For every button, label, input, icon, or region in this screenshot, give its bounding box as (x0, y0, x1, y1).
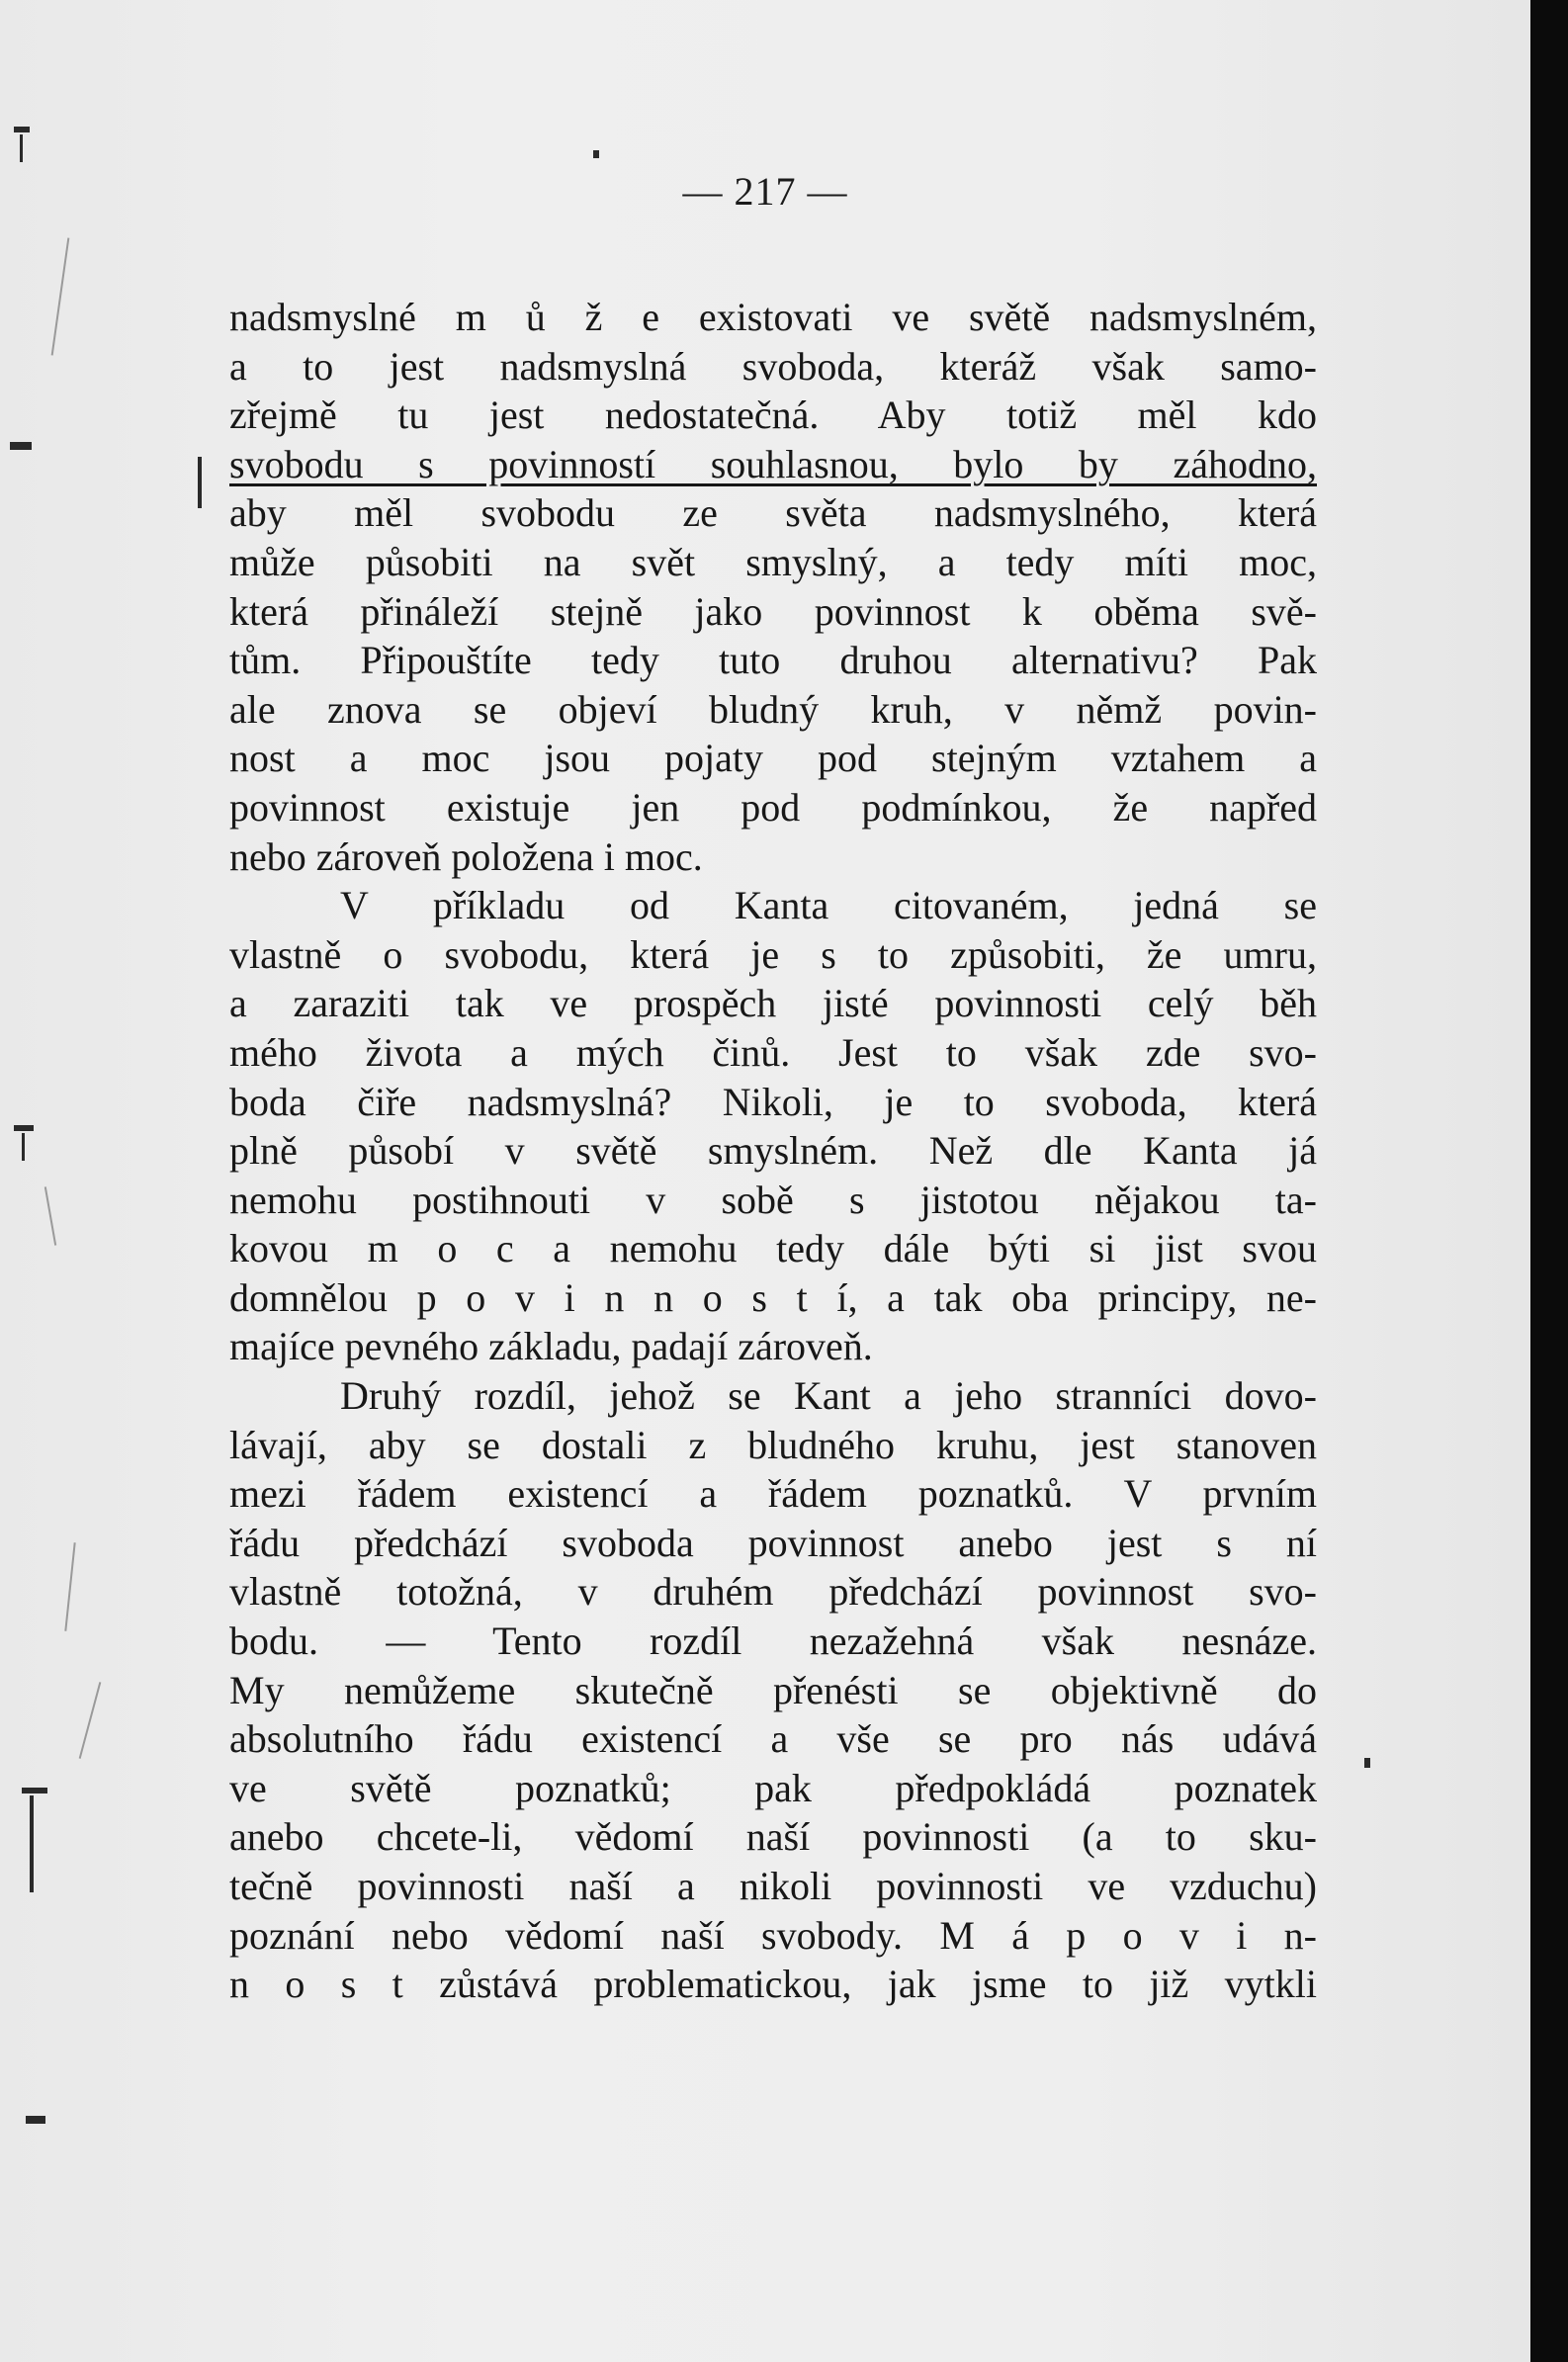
margin-pencil-stroke (64, 1542, 75, 1631)
text-line: majíce pevného základu, padají zároveň. (229, 1324, 873, 1369)
text-line: mezi řádem existencí a řádem poznatků. V prvním (229, 1471, 1317, 1517)
text-line: Druhý rozdíl, jehož se Kant a jeho stranníci dovo- (340, 1373, 1317, 1419)
text-line: svobodu s povinností souhlasnou, bylo by záhodno, (229, 441, 1317, 486)
text-line: V příkladu od Kanta citovaném, jedná se (340, 883, 1317, 928)
text-line: My nemůžeme skutečně přenésti se objektivně do (229, 1667, 1317, 1712)
text-line: kovou m o c a nemohu tedy dále býti si jist svou (229, 1226, 1317, 1271)
text-line: absolutního řádu existencí a vše se pro nás udává (229, 1716, 1317, 1762)
text-line: nemohu postihnouti v sobě s jistotou nějakou ta- (229, 1177, 1317, 1222)
text-line: ve světě poznatků; pak předpokládá poznatek (229, 1765, 1317, 1810)
text-line: tečně povinnosti naší a nikoli povinnosti ve vzduchu) (229, 1864, 1317, 1908)
text-line: povinnost existuje jen pod podmínkou, že napřed (229, 784, 1317, 830)
margin-mark (1364, 1758, 1370, 1768)
text-line: tům. Připouštíte tedy tuto druhou alternativu? Pak (229, 638, 1317, 683)
text-line: nebo zároveň položena i moc. (229, 833, 703, 879)
text-line: ale znova se objeví bludný kruh, v němž povin- (229, 686, 1317, 732)
margin-mark (22, 1788, 47, 1793)
text-line: může působiti na svět smyslný, a tedy míti moc, (229, 539, 1317, 584)
text-line: mého života a mých činů. Jest to však zde svo- (229, 1029, 1317, 1075)
margin-mark (20, 134, 23, 162)
margin-mark (14, 1125, 34, 1131)
text-line: boda čiře nadsmyslná? Nikoli, je to svoboda, která (229, 1079, 1317, 1124)
text-line: anebo chcete-li, vědomí naší povinnosti (a to sku- (229, 1814, 1317, 1860)
text-line: zřejmě tu jest nedostatečná. Aby totiž měl kdo (229, 393, 1317, 438)
text-line: a zaraziti tak ve prospěch jisté povinnosti celý běh (229, 981, 1317, 1026)
margin-pencil-stroke (44, 1186, 56, 1245)
margin-mark (10, 442, 32, 450)
text-line: vlastně o svobodu, která je s to způsobiti, že umru, (229, 931, 1317, 977)
body-text (229, 293, 1317, 2009)
margin-pencil-stroke (51, 237, 70, 355)
margin-mark (22, 1133, 25, 1161)
text-line: bodu. — Tento rozdíl nezažehná však nesnáze. (229, 1618, 1317, 1664)
text-line: n o s t zůstává problematickou, jak jsme to již vytkli (229, 1962, 1317, 2007)
text-line: plně působí v světě smyslném. Než dle Kanta já (229, 1128, 1317, 1174)
text-line: nadsmyslné m ů ž e existovati ve světě nadsmyslném, (229, 295, 1317, 339)
page-edge-shadow (1530, 0, 1568, 2362)
text-line: a to jest nadsmyslná svoboda, kteráž však samo- (229, 343, 1317, 389)
text-line: poznání nebo vědomí naší svobody. M á p o v i n- (229, 1912, 1317, 1958)
margin-mark (593, 150, 599, 158)
text-line: nost a moc jsou pojaty pod stejným vztahem a (229, 736, 1317, 781)
text-line: vlastně totožná, v druhém předchází povinnost svo- (229, 1569, 1317, 1615)
margin-mark (30, 1795, 34, 1892)
margin-mark (14, 127, 30, 132)
margin-mark (26, 2116, 45, 2124)
text-line: která přináleží stejně jako povinnost k oběma svě- (229, 588, 1317, 634)
page-number: — 217 — (682, 169, 848, 214)
text-line: řádu předchází svoboda povinnost anebo jest s ní (229, 1520, 1317, 1565)
margin-pencil-stroke (79, 1682, 102, 1759)
text-line: aby měl svobodu ze světa nadsmyslného, která (229, 490, 1317, 536)
text-line: domnělou p o v i n n o s t í, a tak oba principy, ne- (229, 1274, 1317, 1320)
text-line: lávají, aby se dostali z bludného kruhu, jest stanoven (229, 1422, 1317, 1467)
margin-mark (198, 457, 202, 508)
